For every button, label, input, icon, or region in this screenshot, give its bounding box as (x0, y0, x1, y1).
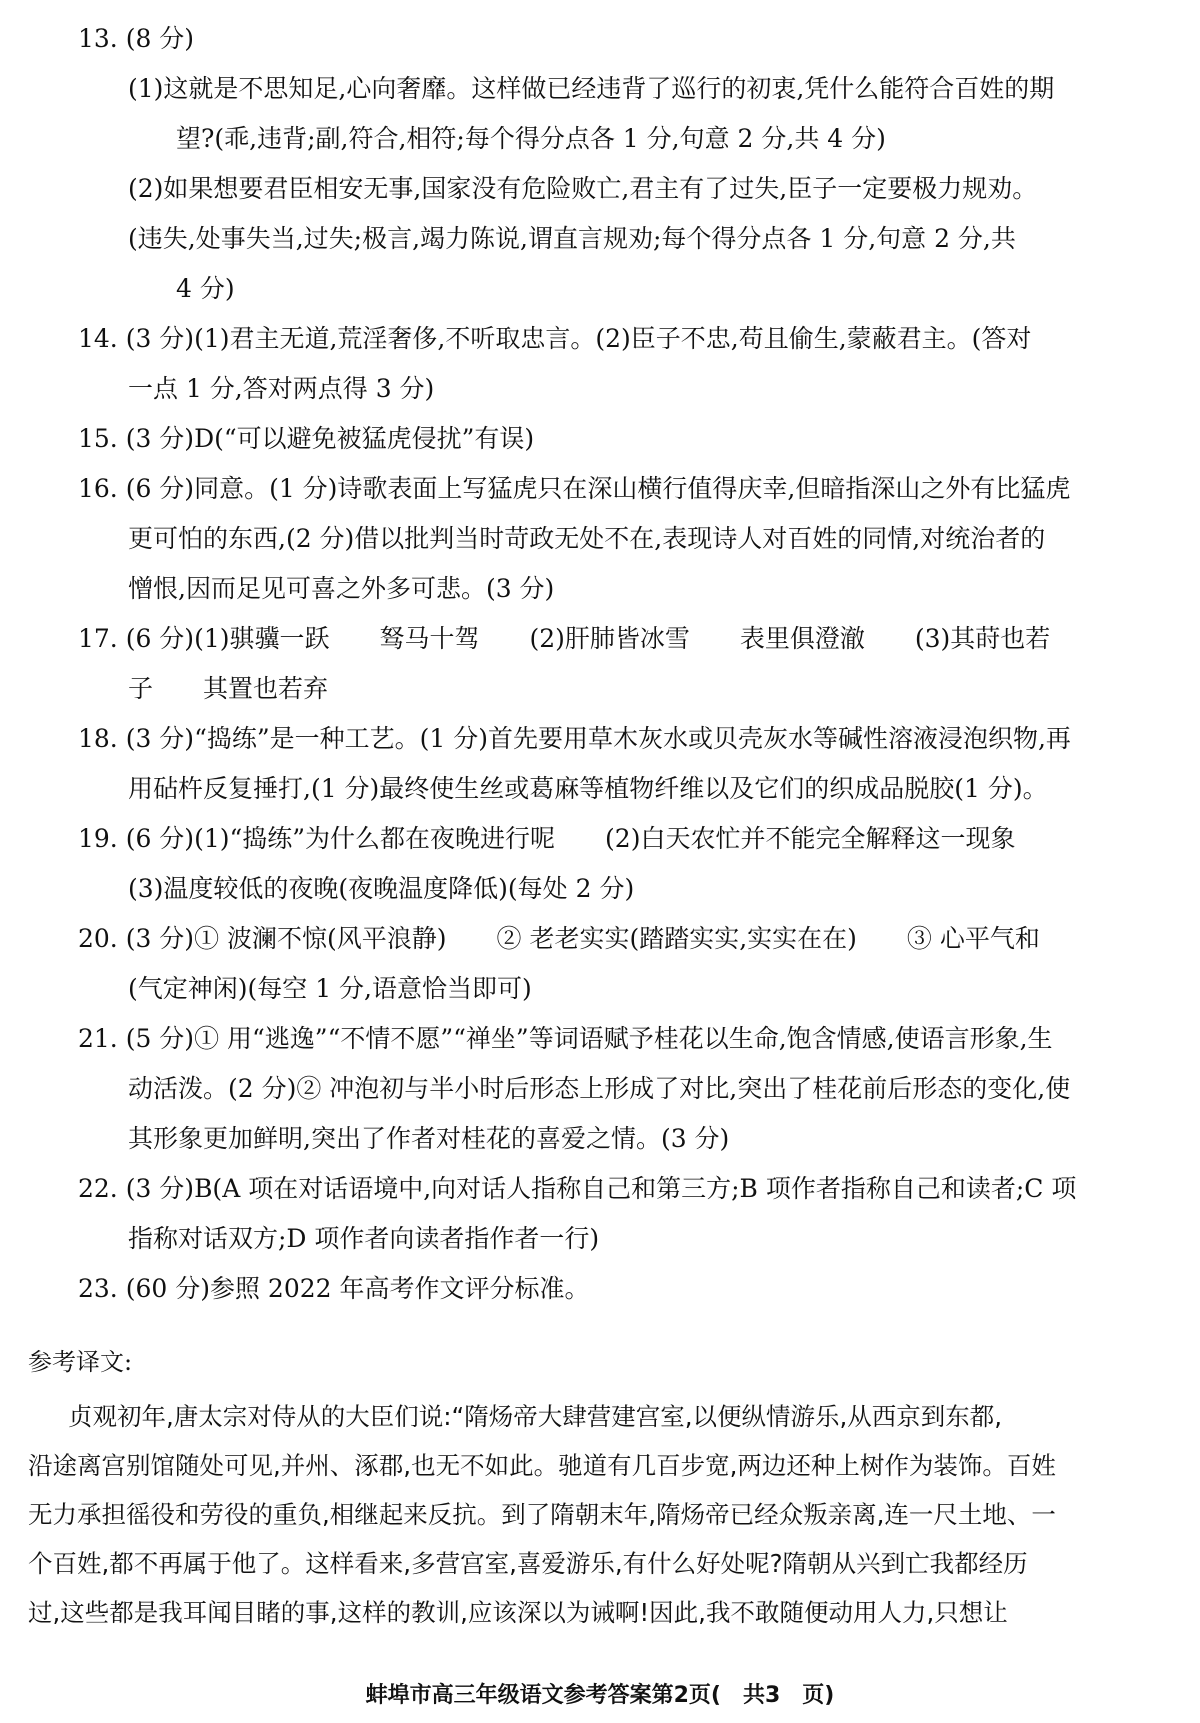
q22-line1: 22. (3 分)B(A 项在对话语境中,向对话人指称自己和第三方;B 项作者指称自己和读者;C 项 (78, 1174, 1077, 1203)
q16-line3: 憎恨,因而足见可喜之外多可悲。(3 分) (128, 574, 555, 603)
translation-line2: 沿途离宫别馆随处可见,并州、涿郡,也无不如此。驰道有几百步宽,两边还种上树作为装饰。百姓 (28, 1451, 1056, 1480)
q15-line1: 15. (3 分)D(“可以避免被猛虎侵扰”有误) (78, 424, 535, 453)
q13-part1-line1: (1)这就是不思知足,心向奢靡。这样做已经违背了巡行的初衷,凭什么能符合百姓的期 (128, 74, 1055, 103)
q13-part2-line2: (违失,处事失当,过失;极言,竭力陈说,谓直言规劝;每个得分点各 1 分,句意 2 分,共 (128, 224, 1016, 253)
q19-line1: 19. (6 分)(1)“捣练”为什么都在夜晚进行呢 (2)白天农忙并不能完全解释这一现象 (78, 824, 1016, 853)
q21-line3: 其形象更加鲜明,突出了作者对桂花的喜爱之情。(3 分) (128, 1124, 730, 1153)
translation-line5: 过,这些都是我耳闻目睹的事,这样的教训,应该深以为诫啊!因此,我不敢随便动用人力,只想让 (28, 1598, 1008, 1627)
translation-line4: 个百姓,都不再属于他了。这样看来,多营宫室,喜爱游乐,有什么好处呢?隋朝从兴到亡我都经历 (28, 1549, 1028, 1578)
q13-part1-line2: 望?(乖,违背;副,符合,相符;每个得分点各 1 分,句意 2 分,共 4 分) (176, 124, 886, 153)
q18-line2: 用砧杵反复捶打,(1 分)最终使生丝或葛麻等植物纤维以及它们的织成品脱胶(1 分)。 (128, 774, 1048, 803)
q17-line1: 17. (6 分)(1)骐骥一跃 驽马十驾 (2)肝肺皆冰雪 表里俱澄澈 (3)其莳也若 (78, 624, 1051, 653)
q21-line1: 21. (5 分)① 用“逃逸”“不情不愿”“禅坐”等词语赋予桂花以生命,饱含情感,使语言形象,生 (78, 1024, 1053, 1053)
q23-line1: 23. (60 分)参照 2022 年高考作文评分标准。 (78, 1274, 590, 1303)
q13-part2-line3: 4 分) (176, 274, 235, 303)
q19-line2: (3)温度较低的夜晚(夜晚温度降低)(每处 2 分) (128, 874, 635, 903)
translation-body (28, 1392, 1178, 1637)
q20-line2: (气定神闲)(每空 1 分,语意恰当即可) (128, 974, 532, 1003)
translation-heading: 参考译文: (28, 1348, 133, 1376)
q14-line1: 14. (3 分)(1)君主无道,荒淫奢侈,不听取忠言。(2)臣子不忠,苟且偷生,蒙蔽君主。(答对 (78, 324, 1032, 353)
q16-line2: 更可怕的东西,(2 分)借以批判当时苛政无处不在,表现诗人对百姓的同情,对统治者的 (128, 524, 1046, 553)
q22-line2: 指称对话双方;D 项作者向读者指作者一行) (128, 1224, 600, 1253)
q13-heading: 13. (8 分) (78, 24, 195, 53)
q20-line1: 20. (3 分)① 波澜不惊(风平浪静) ② 老老实实(踏踏实实,实实在在) ③ 心平气和 (78, 924, 1040, 953)
q17-line2: 子 其置也若弃 (128, 674, 329, 703)
translation-line1: 贞观初年,唐太宗对侍从的大臣们说:“隋炀帝大肆营建宫室,以便纵情游乐,从西京到东都, (68, 1402, 1003, 1431)
q13-part2-line1: (2)如果想要君臣相安无事,国家没有危险败亡,君主有了过失,臣子一定要极力规劝。 (128, 174, 1038, 203)
answer-list (78, 14, 1178, 1314)
q21-line2: 动活泼。(2 分)② 冲泡初与半小时后形态上形成了对比,突出了桂花前后形态的变化,使 (128, 1074, 1071, 1103)
q14-line2: 一点 1 分,答对两点得 3 分) (128, 374, 435, 403)
page-footer: 蚌埠市高三年级语文参考答案第2页( 共3 页) (365, 1683, 835, 1708)
translation-line3: 无力承担徭役和劳役的重负,相继起来反抗。到了隋朝末年,隋炀帝已经众叛亲离,连一尺土地、一 (28, 1500, 1056, 1529)
q16-line1: 16. (6 分)同意。(1 分)诗歌表面上写猛虎只在深山横行值得庆幸,但暗指深山之外有比猛虎 (78, 474, 1071, 503)
q18-line1: 18. (3 分)“捣练”是一种工艺。(1 分)首先要用草木灰水或贝壳灰水等碱性溶液浸泡织物,再 (78, 724, 1071, 753)
